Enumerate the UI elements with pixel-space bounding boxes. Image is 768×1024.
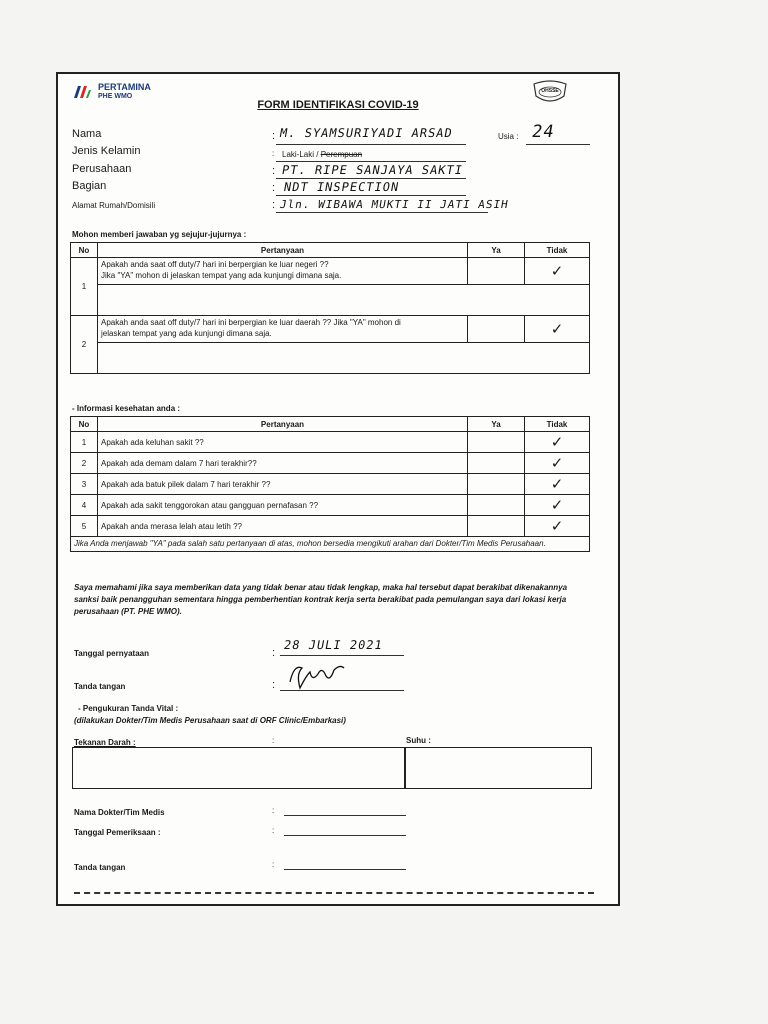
- tidak-check-icon[interactable]: ✓: [525, 495, 590, 516]
- nama-value[interactable]: M. SYAMSURIYADI ARSAD: [278, 126, 454, 140]
- tanda-tangan-label: Tanda tangan: [74, 682, 126, 691]
- bagian-colon: :: [272, 182, 276, 194]
- ya-cell[interactable]: [468, 258, 525, 285]
- row-number: 1: [71, 432, 98, 453]
- gender-female-option: Perempuan: [320, 150, 363, 159]
- form-title: FORM IDENTIFIKASI COVID-19: [257, 99, 419, 111]
- row-number: 3: [71, 474, 98, 495]
- suhu-box[interactable]: [404, 747, 592, 789]
- tidak-check-icon[interactable]: ✓: [525, 516, 590, 537]
- tanggal-pemeriksaan-colon: :: [272, 826, 275, 835]
- question-text: Apakah anda saat off duty/7 hari ini berpergian ke luar daerah ?? Jika "YA" mohon di: [101, 318, 401, 327]
- perusahaan-label: Perusahaan: [72, 163, 132, 175]
- question-text: Jika "YA" mohon di jelaskan tempat yang ada kunjungi dimana saja.: [101, 271, 342, 280]
- nama-dokter-colon: :: [272, 806, 275, 815]
- jenis-kelamin-value[interactable]: [282, 150, 362, 159]
- question-text: Apakah ada sakit tenggorokan atau gangguan pernafasan ??: [98, 495, 468, 516]
- declaration-text: Saya memahami jika saya memberikan data yang tidak benar atau tidak lengkap, maka hal tersebut dapat berakibat dikenakannya sanksi baik penangguhan sementara hingga pemberhentian kontrak kerja serta berakibat pada pemulangan saya dari lokasi kerja perusahaan (PT. PHE WMO).: [74, 583, 568, 616]
- explanation-cell[interactable]: [98, 343, 590, 374]
- nama-underline: [276, 144, 466, 145]
- travel-table: [70, 242, 590, 374]
- jenis-kelamin-label: Jenis Kelamin: [72, 145, 141, 157]
- col-tidak: Tidak: [525, 243, 590, 258]
- question-cell: [98, 258, 468, 285]
- row-number: 4: [71, 495, 98, 516]
- nama-label: Nama: [72, 128, 102, 140]
- table-row: [71, 537, 590, 552]
- vital-subtitle: (dilakukan Dokter/Tim Medis Perusahaan saat di ORF Clinic/Embarkasi): [74, 716, 346, 725]
- table-row: [71, 453, 590, 474]
- tanggal-pemeriksaan-underline[interactable]: [284, 835, 406, 836]
- ya-cell[interactable]: [468, 432, 525, 453]
- ya-cell[interactable]: [468, 516, 525, 537]
- usia-value[interactable]: 24: [530, 122, 557, 142]
- col-ya: Ya: [468, 243, 525, 258]
- tekanan-darah-box[interactable]: [72, 747, 406, 789]
- bagian-value[interactable]: NDT INSPECTION: [282, 180, 401, 194]
- tidak-check-icon[interactable]: ✓: [525, 258, 590, 285]
- tidak-check-icon[interactable]: ✓: [525, 316, 590, 343]
- tanggal-pernyataan-colon: :: [272, 647, 276, 659]
- col-tidak: Tidak: [525, 417, 590, 432]
- row-number: 2: [71, 316, 98, 374]
- table-row: [71, 516, 590, 537]
- question-text: Apakah ada batuk pilek dalam 7 hari terakhir ??: [98, 474, 468, 495]
- table-row: [71, 285, 590, 316]
- nama-dokter-label: Nama Dokter/Tim Medis: [74, 808, 165, 817]
- jenis-kelamin-colon: :: [272, 149, 275, 158]
- pertamina-logo-icon: [72, 84, 92, 100]
- question-text: Apakah anda saat off duty/7 hari ini berpergian ke luar negeri ??: [101, 260, 329, 269]
- tidak-check-icon[interactable]: ✓: [525, 474, 590, 495]
- tekanan-darah-colon: :: [272, 736, 275, 745]
- alamat-colon: :: [272, 199, 276, 211]
- table-row: [71, 495, 590, 516]
- question-text: Apakah anda merasa lelah atau letih ??: [98, 516, 468, 537]
- table-row: [71, 343, 590, 374]
- dashed-divider: [74, 892, 594, 894]
- ohsse-label: OHSSE: [541, 88, 559, 94]
- row-number: 2: [71, 453, 98, 474]
- table-row: [71, 316, 590, 343]
- nama-colon: :: [272, 130, 276, 142]
- perusahaan-underline: [276, 178, 466, 179]
- ya-cell[interactable]: [468, 316, 525, 343]
- table-row: [71, 258, 590, 285]
- col-no: No: [71, 243, 98, 258]
- table-row: [71, 474, 590, 495]
- usia-label: Usia :: [498, 132, 519, 141]
- ya-cell[interactable]: [468, 495, 525, 516]
- bagian-underline: [276, 195, 466, 196]
- travel-intro: Mohon memberi jawaban yg sejujur-jujurnya :: [72, 230, 247, 239]
- tanggal-pemeriksaan-label: Tanggal Pemeriksaan :: [74, 828, 161, 837]
- gender-male-option: Laki-Laki /: [282, 150, 319, 159]
- suhu-label: Suhu :: [406, 736, 431, 745]
- tanggal-pernyataan-underline: [280, 655, 404, 656]
- tanda-tangan-underline: [280, 690, 404, 691]
- perusahaan-value[interactable]: PT. RIPE SANJAYA SAKTI: [280, 163, 465, 177]
- jenis-kelamin-underline: [276, 161, 466, 162]
- form-sheet: [56, 72, 620, 906]
- health-footnote: Jika Anda menjawab "YA" pada salah satu pertanyaan di atas, mohon bersedia mengikuti arahan dari Dokter/Tim Medis Perusahaan.: [71, 537, 590, 552]
- perusahaan-colon: :: [272, 165, 276, 177]
- question-text: Apakah ada keluhan sakit ??: [98, 432, 468, 453]
- dokter-tanda-tangan-underline[interactable]: [284, 869, 406, 870]
- dokter-tanda-tangan-colon: :: [272, 860, 275, 869]
- explanation-cell[interactable]: [98, 285, 590, 316]
- vital-title: - Pengukuran Tanda Vital :: [78, 704, 179, 713]
- signature-icon[interactable]: [284, 660, 354, 692]
- ya-cell[interactable]: [468, 453, 525, 474]
- tidak-check-icon[interactable]: ✓: [525, 453, 590, 474]
- question-cell: [98, 316, 468, 343]
- col-no: No: [71, 417, 98, 432]
- question-text: Apakah ada demam dalam 7 hari terakhir??: [98, 453, 468, 474]
- col-pertanyaan: Pertanyaan: [98, 243, 468, 258]
- table-row: [71, 432, 590, 453]
- alamat-value[interactable]: Jln. WIBAWA MUKTI II JATI ASIH: [278, 198, 510, 211]
- row-number: 1: [71, 258, 98, 316]
- tekanan-darah-label: Tekanan Darah :: [74, 738, 136, 747]
- tanggal-pernyataan-label: Tanggal pernyataan: [74, 649, 149, 658]
- tanda-tangan-colon: :: [272, 679, 276, 691]
- col-ya: Ya: [468, 417, 525, 432]
- nama-dokter-underline[interactable]: [284, 815, 406, 816]
- usia-underline: [526, 144, 590, 145]
- tidak-check-icon[interactable]: ✓: [525, 432, 590, 453]
- ya-cell[interactable]: [468, 474, 525, 495]
- alamat-label: Alamat Rumah/Domisili: [72, 201, 156, 210]
- question-text: jelaskan tempat yang ada kunjungi dimana saja.: [101, 329, 272, 338]
- health-table: [70, 416, 590, 552]
- col-pertanyaan: Pertanyaan: [98, 417, 468, 432]
- bagian-label: Bagian: [72, 180, 107, 192]
- brand-name: PERTAMINA: [98, 82, 151, 92]
- tanggal-pernyataan-value[interactable]: 28 JULI 2021: [282, 638, 384, 652]
- row-number: 5: [71, 516, 98, 537]
- dokter-tanda-tangan-label: Tanda tangan: [74, 863, 126, 872]
- brand-unit: PHE WMO: [98, 93, 133, 100]
- alamat-underline: [276, 212, 488, 213]
- health-intro: - Informasi kesehatan anda :: [72, 404, 181, 413]
